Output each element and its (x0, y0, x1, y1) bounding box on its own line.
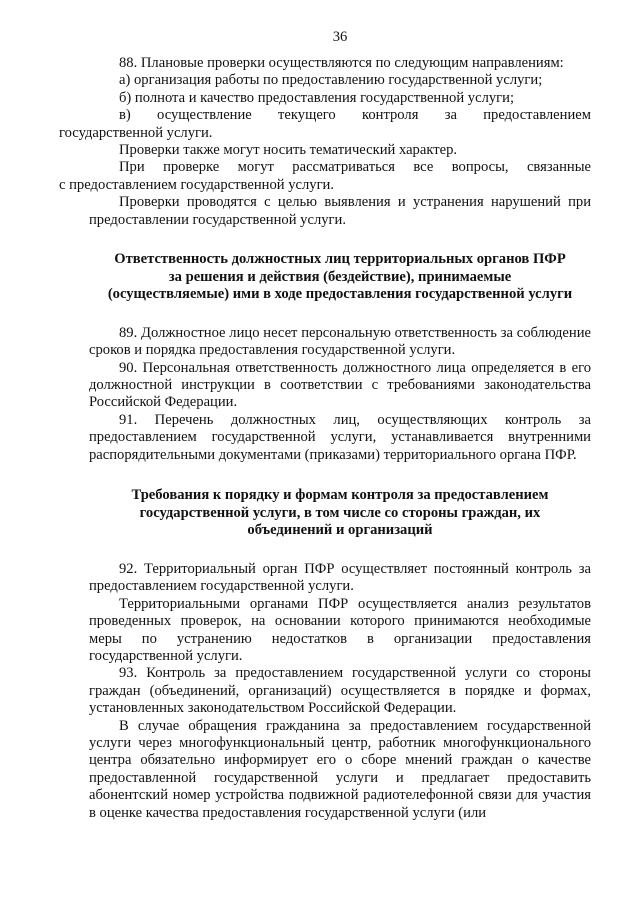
paragraph-88-item-b: б) полнота и качество предоставления государственной услуги; (119, 89, 515, 106)
paragraph-92: 92. Территориальный орган ПФР осуществляет постоянный контроль за предоставлением государственной услуги. (89, 560, 591, 595)
page-content (59, 55, 591, 822)
paragraph-88-item-v-line2: государственной услуги. (59, 124, 213, 141)
paragraph-questions-line1: При проверке могут рассматриваться все вопросы, связанные (119, 159, 591, 176)
paragraph-88-item-v (59, 107, 591, 142)
paragraph-questions (59, 159, 591, 194)
heading-2-line2: государственной услуги, в том числе со стороны граждан, их (139, 504, 541, 521)
paragraph-90: 90. Персональная ответственность должностного лица определяется в его должностной инструкции в соответствии с требованиями законодательства Российской Федерации. (89, 359, 591, 411)
paragraph-purpose: Проверки проводятся с целью выявления и устранения нарушений при предоставлении государственной услуги. (89, 194, 591, 228)
paragraph-mfc: В случае обращения гражданина за предоставлением государственной услуги через многофункциональный центр, работник многофункционального центра обязательно информирует его о сборе мнений граждан о качестве предоставленной государственной услуги и предлагает предоставить абонентский номер устройства подвижной радиотелефонной связи для участия в оценке качества предоставления государственной услуги (или (89, 717, 591, 821)
page-number: 36 (332, 29, 348, 45)
paragraph-88-item-a: а) организация работы по предоставлению государственной услуги; (119, 72, 543, 89)
heading-2-line1: Требования к порядку и формам контроля за предоставлением (131, 487, 549, 504)
heading-1-line1: Ответственность должностных лиц территориальных органов ПФР (114, 251, 566, 268)
heading-1-line3: (осуществляемые) ими в ходе предоставления государственной услуги (107, 286, 573, 303)
heading-1-line2: за решения и действия (бездействие), принимаемые (168, 268, 512, 285)
paragraph-91: 91. Перечень должностных лиц, осуществляющих контроль за предоставлением государственной услуги, устанавливается внутренними распорядительными документами (приказами) территориального органа ПФР. (89, 411, 591, 463)
heading-2-line3: объединений и организаций (247, 522, 433, 539)
paragraph-thematic: Проверки также могут носить тематический характер. (119, 142, 458, 159)
paragraph-88-item-v-line1: в) осуществление текущего контроля за предоставлением (119, 107, 591, 124)
paragraph-89: 89. Должностное лицо несет персональную ответственность за соблюдение сроков и порядка предоставления государственной услуги. (89, 324, 591, 359)
paragraph-88: 88. Плановые проверки осуществляются по следующим направлениям: (119, 55, 564, 71)
paragraph-analysis: Территориальными органами ПФР осуществляется анализ результатов проведенных проверок, на основании которого принимаются необходимые меры по устранению недостатков в организации предоставления государственной услуги. (89, 595, 591, 664)
section-heading-responsibility (89, 251, 591, 304)
paragraph-questions-line2: с предоставлением государственной услуги. (59, 176, 335, 193)
section-heading-control-requirements (89, 487, 591, 540)
paragraph-93: 93. Контроль за предоставлением государственной услуги со стороны граждан (объединений, организаций) осуществляется в порядке и формах, установленных законодательством Российской Федерации. (89, 665, 591, 717)
